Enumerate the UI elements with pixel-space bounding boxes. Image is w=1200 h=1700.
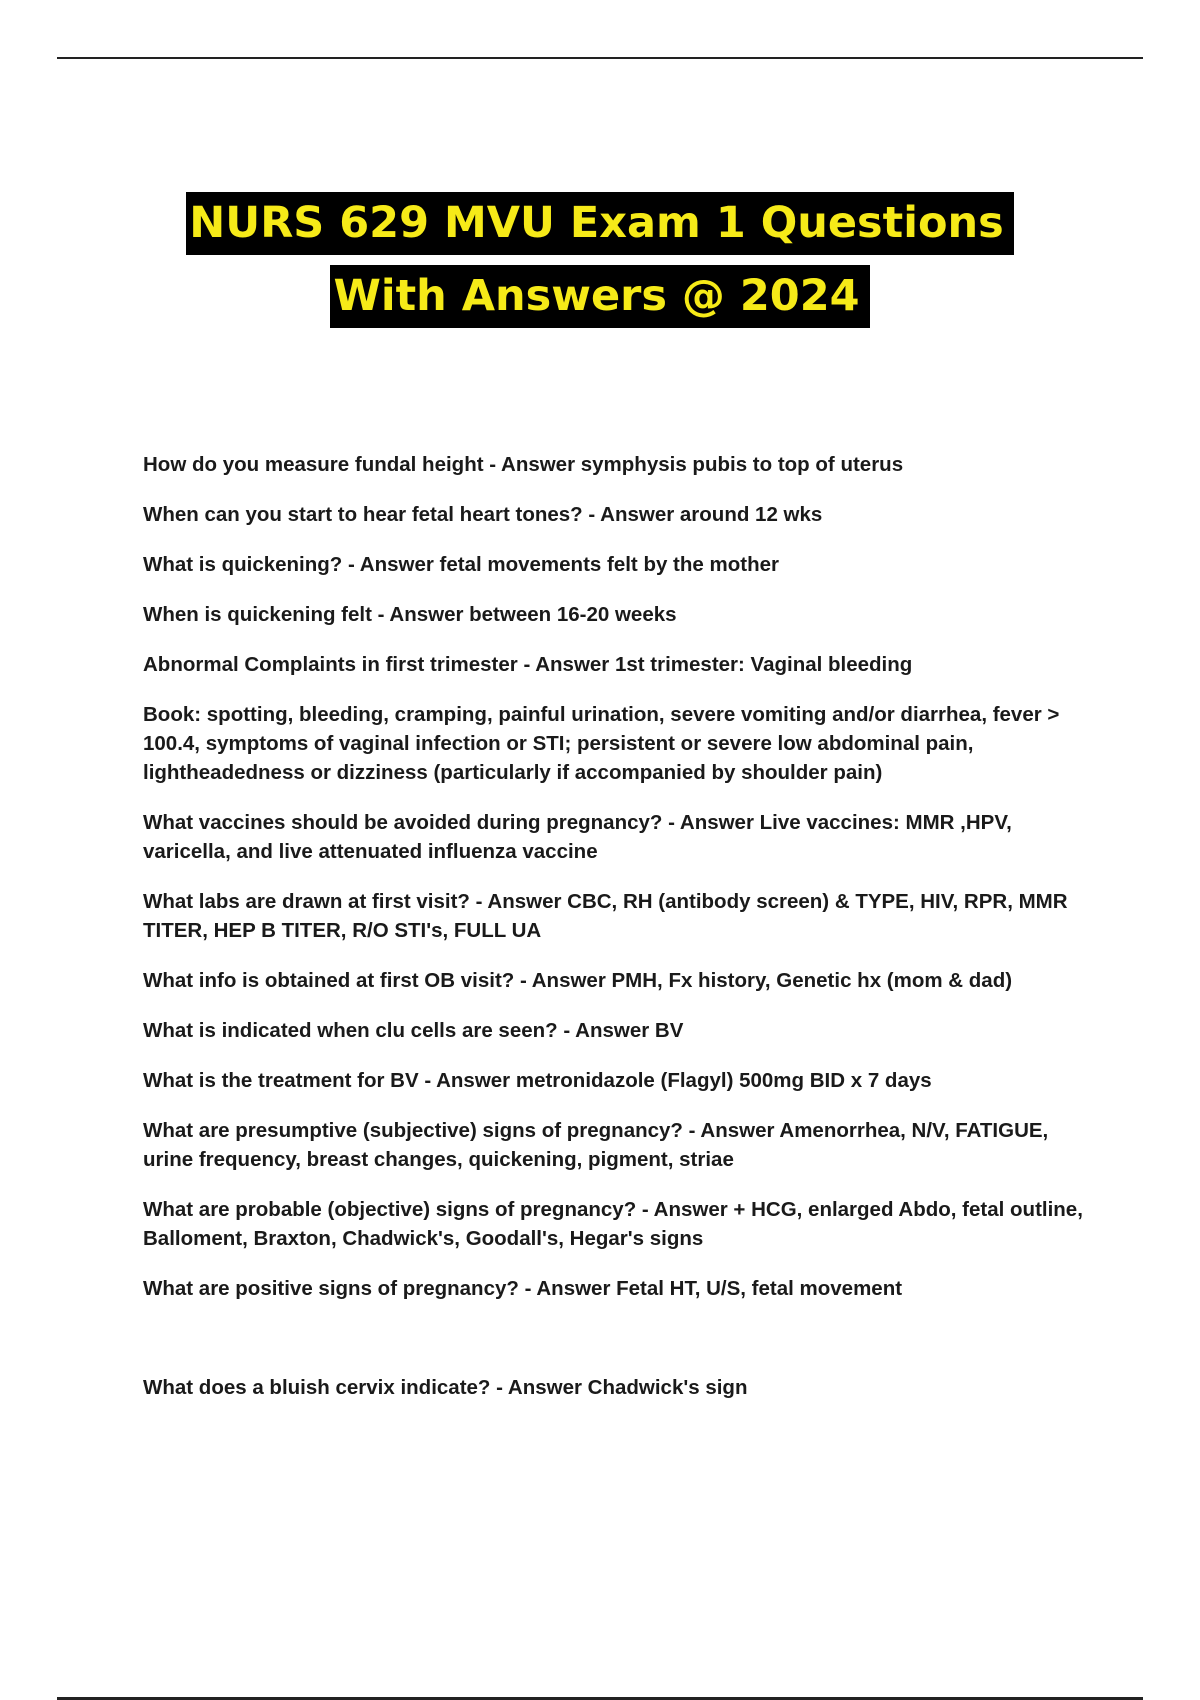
document-title	[0, 192, 1200, 328]
qa-item: Book: spotting, bleeding, cramping, painful urination, severe vomiting and/or diarrhea, fever > 100.4, symptoms of vaginal infection or STI; persistent or severe low abdominal pain, lightheadedness or dizziness (particularly if accompanied by shoulder pain)	[143, 703, 1060, 784]
qa-item: When is quickening felt - Answer between 16-20 weeks	[143, 603, 677, 626]
title-line-2: With Answers @ 2024	[330, 265, 869, 328]
qa-list	[143, 450, 1103, 1423]
qa-item: What does a bluish cervix indicate? - Answer Chadwick's sign	[143, 1376, 748, 1399]
qa-item: When can you start to hear fetal heart tones? - Answer around 12 wks	[143, 503, 823, 526]
qa-item: What are positive signs of pregnancy? - Answer Fetal HT, U/S, fetal movement	[143, 1277, 903, 1300]
qa-item: Abnormal Complaints in first trimester - Answer 1st trimester: Vaginal bleeding	[143, 653, 913, 676]
qa-item: What vaccines should be avoided during pregnancy? - Answer Live vaccines: MMR ,HPV, varicella, and live attenuated influenza vaccine	[143, 811, 1012, 863]
qa-item: What info is obtained at first OB visit? - Answer PMH, Fx history, Genetic hx (mom & dad)	[143, 969, 1013, 992]
qa-item: What is quickening? - Answer fetal movements felt by the mother	[143, 553, 779, 576]
qa-item: What labs are drawn at first visit? - Answer CBC, RH (antibody screen) & TYPE, HIV, RPR, MMR TITER, HEP B TITER, R/O STI's, FULL UA	[143, 890, 1068, 942]
qa-item: How do you measure fundal height - Answer symphysis pubis to top of uterus	[143, 453, 904, 476]
qa-item: What is the treatment for BV - Answer metronidazole (Flagyl) 500mg BID x 7 days	[143, 1069, 932, 1092]
qa-item: What are probable (objective) signs of pregnancy? - Answer + HCG, enlarged Abdo, fetal outline, Balloment, Braxton, Chadwick's, Goodall's, Hegar's signs	[143, 1198, 1083, 1250]
qa-item: What are presumptive (subjective) signs of pregnancy? - Answer Amenorrhea, N/V, FATIGUE, urine frequency, breast changes, quickening, pigment, striae	[143, 1119, 1049, 1171]
top-divider	[57, 57, 1143, 59]
title-line-1: NURS 629 MVU Exam 1 Questions	[186, 192, 1013, 255]
qa-item: What is indicated when clu cells are seen? - Answer BV	[143, 1019, 684, 1042]
